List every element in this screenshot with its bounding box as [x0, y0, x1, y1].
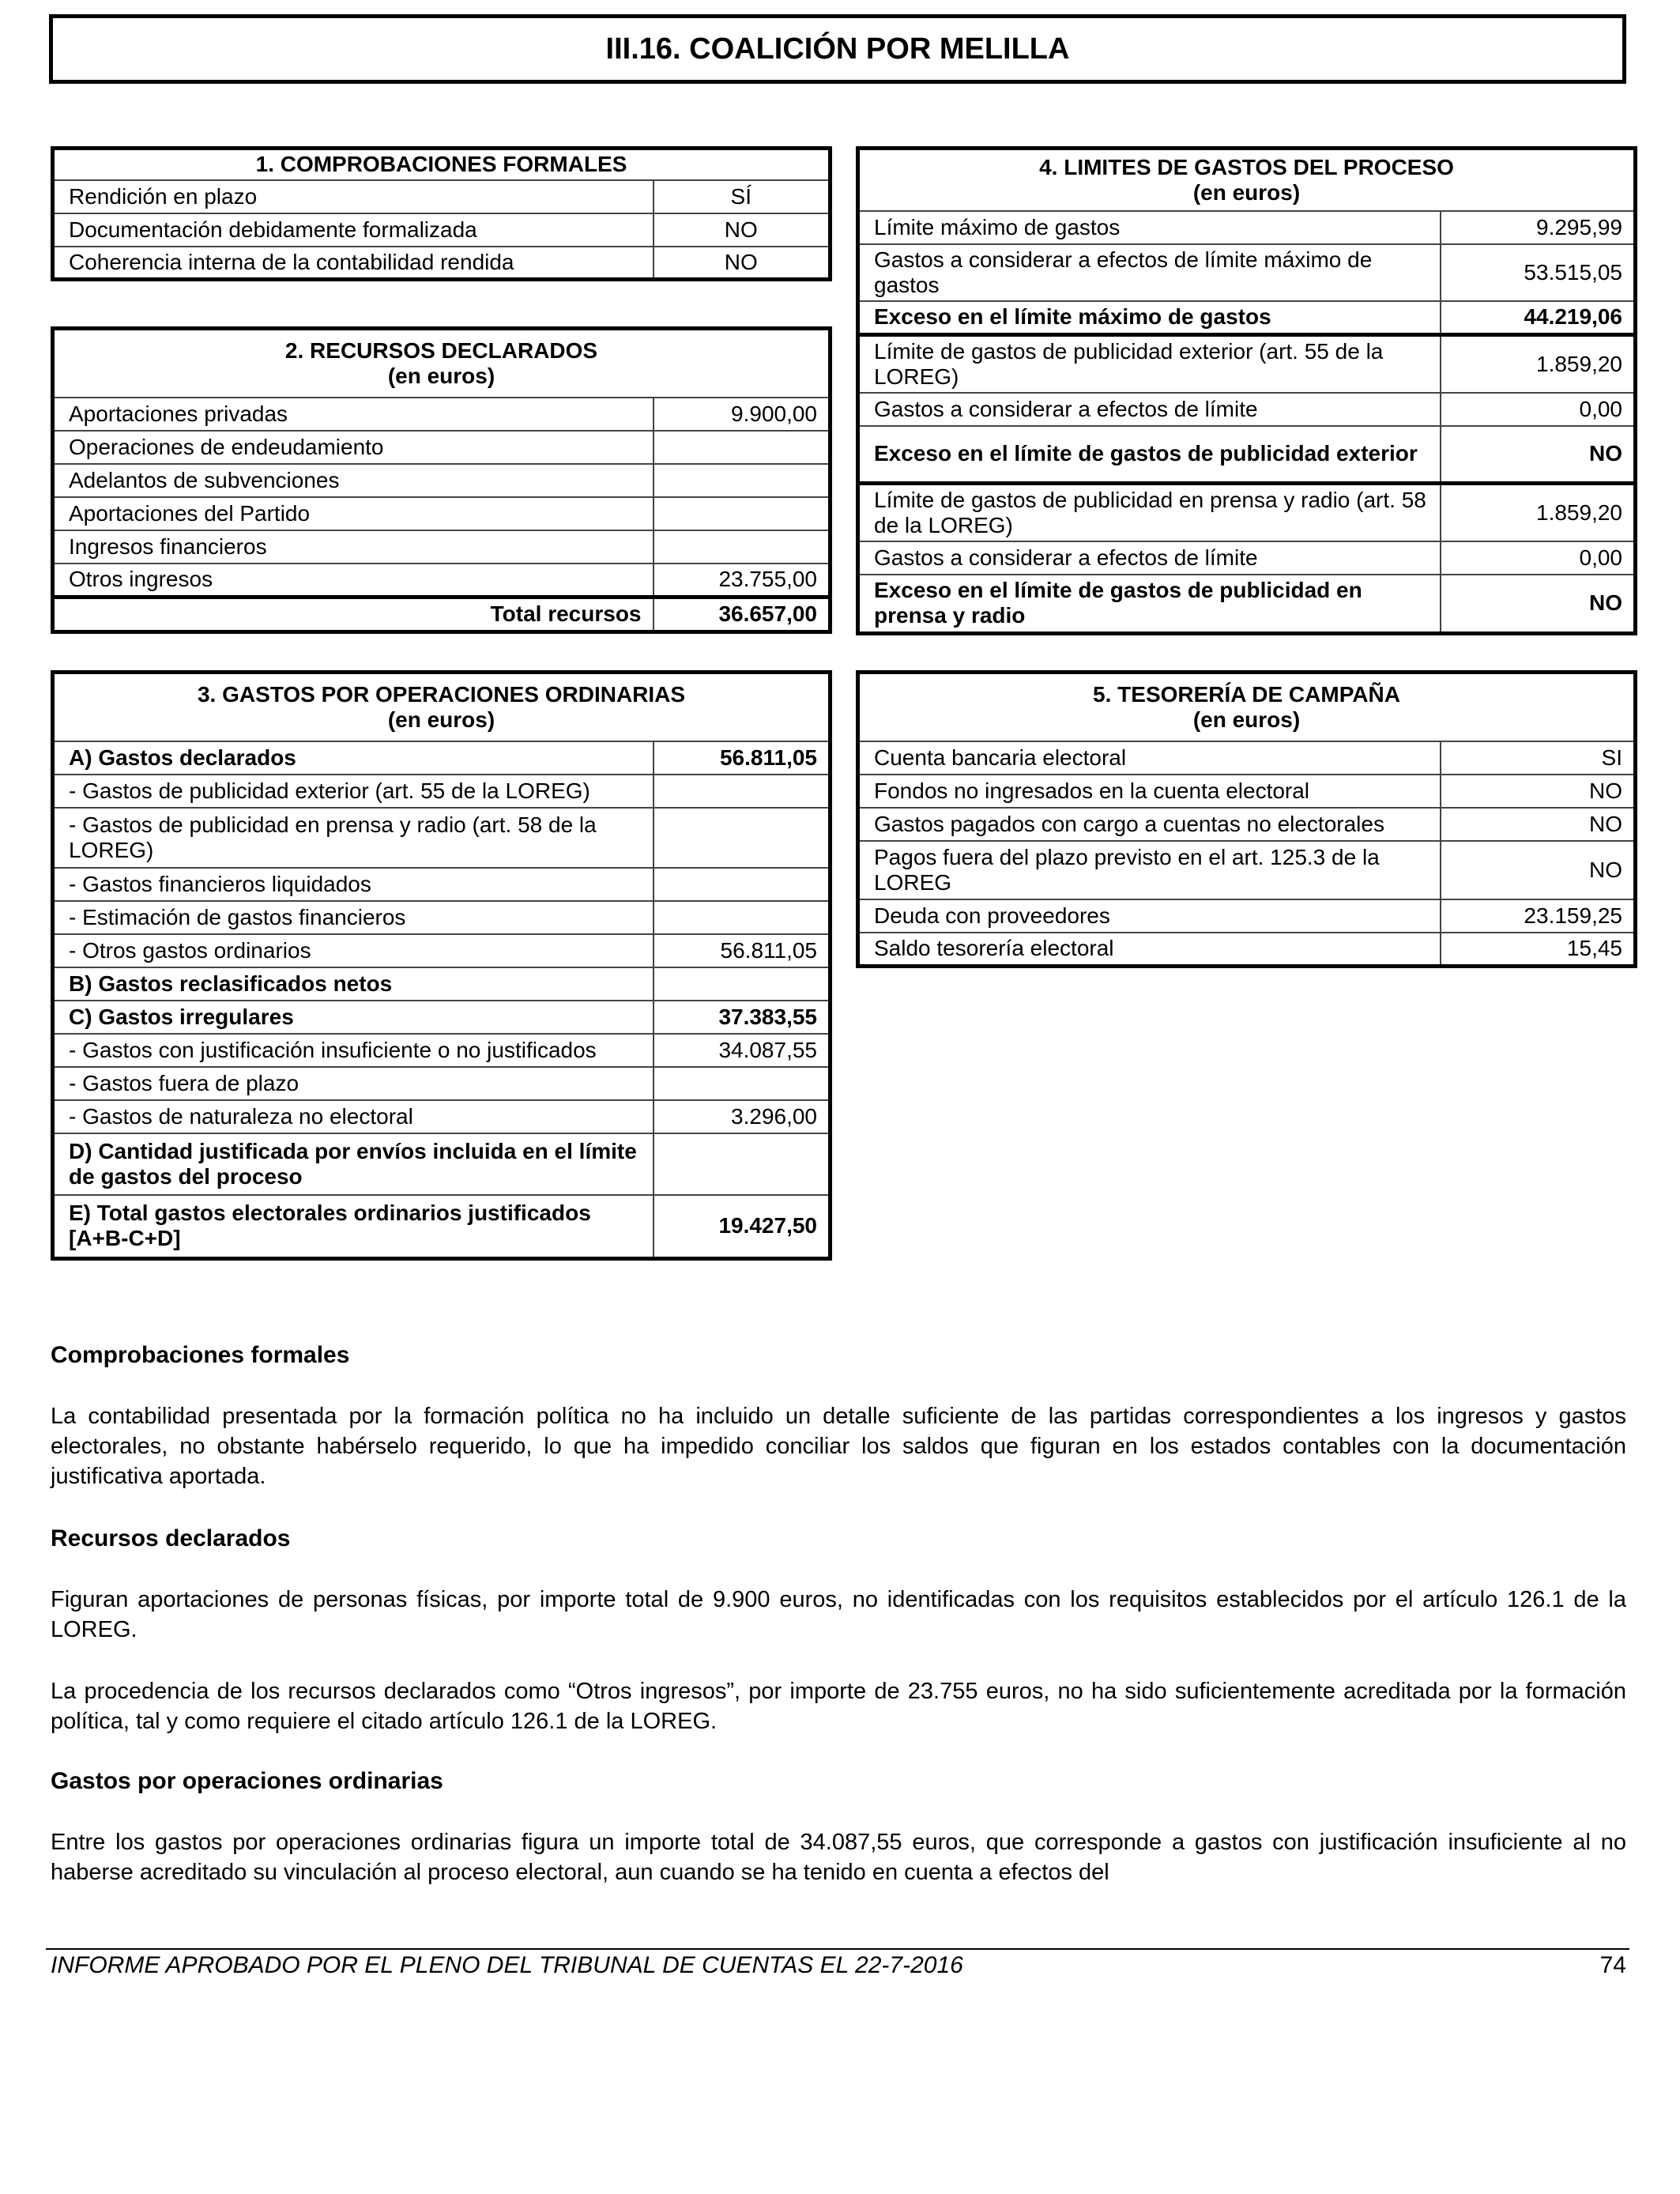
table-comprobaciones-formales	[51, 146, 832, 281]
row-value	[654, 901, 831, 934]
table-tesoreria-campana	[856, 670, 1637, 968]
row-label: Pagos fuera del plazo previsto en el art. 125.3 de la LOREG	[858, 841, 1441, 899]
row-value: NO	[1441, 575, 1636, 633]
row-label: - Otros gastos ordinarios	[53, 934, 654, 967]
row-value: 1.859,20	[1441, 334, 1636, 393]
paragraph-gastos: Entre los gastos por operaciones ordinarias figura un importe total de 34.087,55 euros, que corresponde a gastos con justificación insuficiente al no haberse acreditado su vinculación al proceso electoral, aun cuando se ha tenido en cuenta a efectos del	[51, 1830, 1626, 1885]
section-heading-recursos: Recursos declarados	[51, 1525, 291, 1551]
row-label: - Estimación de gastos financieros	[53, 901, 654, 934]
row-label: A) Gastos declarados	[53, 741, 654, 775]
row-value: 9.900,00	[654, 398, 831, 431]
row-label: Gastos a considerar a efectos de límite	[858, 393, 1441, 426]
row-label: Límite de gastos de publicidad exterior (art. 55 de la LOREG)	[858, 334, 1441, 393]
row-label: C) Gastos irregulares	[53, 1001, 654, 1034]
row-value: 56.811,05	[654, 934, 831, 967]
row-label: B) Gastos reclasificados netos	[53, 967, 654, 1001]
table-header: 3. GASTOS POR OPERACIONES ORDINARIAS	[197, 682, 686, 707]
row-label: Exceso en el límite máximo de gastos	[858, 301, 1441, 334]
row-value: 23.755,00	[654, 564, 831, 597]
row-label: Adelantos de subvenciones	[53, 464, 654, 497]
row-label: - Gastos de naturaleza no electoral	[53, 1100, 654, 1133]
table-subheader: (en euros)	[387, 707, 495, 732]
row-value	[654, 868, 831, 901]
table-header: 2. RECURSOS DECLARADOS	[284, 338, 598, 363]
total-value: 36.657,00	[654, 597, 831, 631]
row-value: NO	[1441, 808, 1636, 841]
row-value: 15,45	[1441, 933, 1636, 966]
row-value: 19.427,50	[654, 1195, 831, 1258]
row-label: Deuda con proveedores	[858, 899, 1441, 933]
row-label: Gastos a considerar a efectos de límite máximo de gastos	[858, 244, 1441, 301]
row-value: 9.295,99	[1441, 211, 1636, 244]
row-label: Ingresos financieros	[53, 530, 654, 564]
row-value: NO	[654, 213, 831, 247]
row-label: Límite de gastos de publicidad en prensa y radio (art. 58 de la LOREG)	[858, 483, 1441, 541]
table-header: 4. LIMITES DE GASTOS DEL PROCESO	[1039, 155, 1454, 179]
paragraph-recursos-2: La procedencia de los recursos declarados como “Otros ingresos”, por importe de 23.755 euros, no ha sido suficientemente acreditada por la formación política, tal y como requiere el citado artículo 126.1 de la LOREG.	[51, 1679, 1626, 1734]
table-subheader: (en euros)	[1192, 180, 1301, 205]
row-value: NO	[654, 247, 831, 280]
row-label: Documentación debidamente formalizada	[53, 213, 654, 247]
row-value	[654, 464, 831, 497]
footer-text: INFORME APROBADO POR EL PLENO DEL TRIBUNAL DE CUENTAS EL 22-7-2016	[51, 1952, 963, 1978]
row-label: - Gastos fuera de plazo	[53, 1067, 654, 1100]
row-label: Exceso en el límite de gastos de publicidad exterior	[858, 426, 1441, 483]
row-label: - Gastos de publicidad en prensa y radio (art. 58 de la LOREG)	[53, 808, 654, 868]
section-title: III.16. COALICIÓN POR MELILLA	[49, 14, 1626, 84]
row-value	[654, 1133, 831, 1195]
row-label: Cuenta bancaria electoral	[858, 741, 1441, 775]
section-heading-gastos: Gastos por operaciones ordinarias	[51, 1768, 443, 1794]
row-label: Operaciones de endeudamiento	[53, 431, 654, 464]
table-header: 1. COMPROBACIONES FORMALES	[53, 149, 831, 180]
row-value: 23.159,25	[1441, 899, 1636, 933]
row-value: 0,00	[1441, 541, 1636, 575]
paragraph-recursos-1: Figuran aportaciones de personas físicas, por importe total de 9.900 euros, no identificadas con los requisitos establecidos por el artículo 126.1 de la LOREG.	[51, 1587, 1626, 1642]
row-label: E) Total gastos electorales ordinarios justificados [A+B-C+D]	[53, 1195, 654, 1258]
row-label: Aportaciones privadas	[53, 398, 654, 431]
row-label: Rendición en plazo	[53, 180, 654, 213]
row-value	[654, 808, 831, 868]
row-label: Otros ingresos	[53, 564, 654, 597]
row-value: NO	[1441, 841, 1636, 899]
row-value	[654, 497, 831, 530]
table-subheader: (en euros)	[1192, 707, 1301, 732]
table-limites-gastos	[856, 146, 1637, 635]
row-value	[654, 967, 831, 1001]
row-value: 37.383,55	[654, 1001, 831, 1034]
row-value: SI	[1441, 741, 1636, 775]
table-gastos-operaciones-ordinarias	[51, 670, 832, 1261]
row-value: 53.515,05	[1441, 244, 1636, 301]
row-value	[654, 530, 831, 564]
row-value	[654, 1067, 831, 1100]
row-value: 1.859,20	[1441, 483, 1636, 541]
row-value: 0,00	[1441, 393, 1636, 426]
row-value	[654, 775, 831, 808]
row-label: - Gastos de publicidad exterior (art. 55 de la LOREG)	[53, 775, 654, 808]
paragraph-comprobaciones: La contabilidad presentada por la formación política no ha incluido un detalle suficiente de las partidas correspondientes a los ingresos y gastos electorales, no obstante habérselo requerido, lo que ha impedido conciliar los saldos que figuran en los estados contables con la documentación justificativa aportada.	[51, 1404, 1626, 1489]
row-label: Límite máximo de gastos	[858, 211, 1441, 244]
row-label: Saldo tesorería electoral	[858, 933, 1441, 966]
table-header: 5. TESORERÍA DE CAMPAÑA	[1093, 682, 1400, 707]
row-value: NO	[1441, 775, 1636, 808]
row-value: 3.296,00	[654, 1100, 831, 1133]
row-value: 56.811,05	[654, 741, 831, 775]
row-label: - Gastos financieros liquidados	[53, 868, 654, 901]
page-number: 74	[1599, 1952, 1626, 1978]
row-label: - Gastos con justificación insuficiente o no justificados	[53, 1034, 654, 1067]
row-value: 34.087,55	[654, 1034, 831, 1067]
section-heading-comprobaciones: Comprobaciones formales	[51, 1342, 350, 1368]
row-label: Gastos a considerar a efectos de límite	[858, 541, 1441, 575]
row-label: D) Cantidad justificada por envíos incluida en el límite de gastos del proceso	[53, 1133, 654, 1195]
row-value: NO	[1441, 426, 1636, 483]
row-label: Gastos pagados con cargo a cuentas no electorales	[858, 808, 1441, 841]
row-value: SÍ	[654, 180, 831, 213]
table-subheader: (en euros)	[387, 364, 495, 388]
row-label: Exceso en el límite de gastos de publicidad en prensa y radio	[858, 575, 1441, 633]
row-label: Coherencia interna de la contabilidad rendida	[53, 247, 654, 280]
page-footer	[51, 1952, 1626, 1979]
row-label: Aportaciones del Partido	[53, 497, 654, 530]
row-label: Fondos no ingresados en la cuenta electoral	[858, 775, 1441, 808]
footer-rule	[46, 1948, 1629, 1950]
table-recursos-declarados	[51, 326, 832, 634]
row-value	[654, 431, 831, 464]
row-value: 44.219,06	[1441, 301, 1636, 334]
total-label: Total recursos	[53, 597, 654, 631]
